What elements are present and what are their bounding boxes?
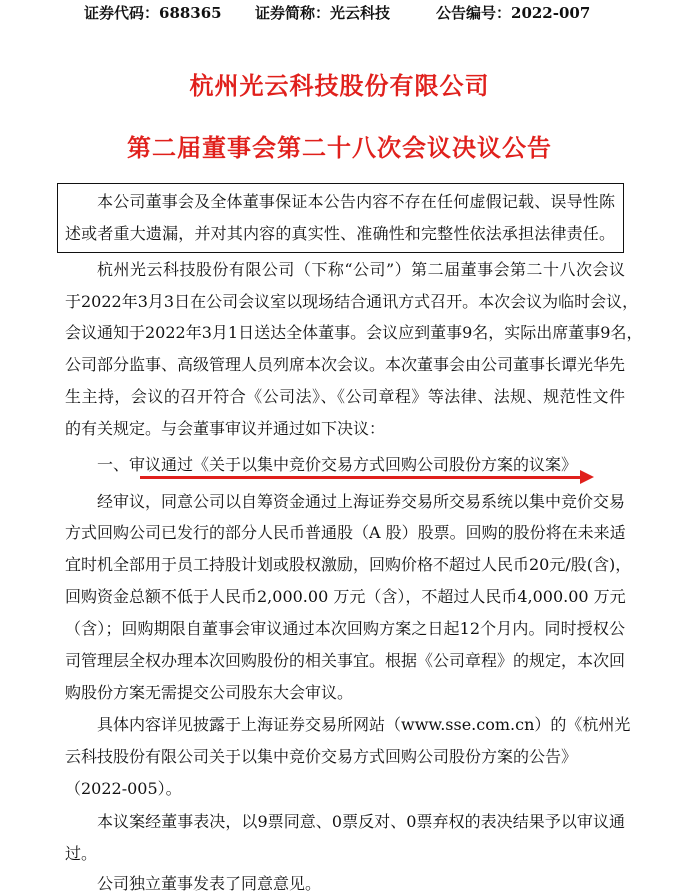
body-line: 于2022年3月3日在公司会议室以现场结合通讯方式召开。本次会议为临时会议， bbox=[65, 292, 639, 311]
body-line: 回购资金总额不低于人民币2,000.00 万元（含），不超过人民币4,000.00 万元 bbox=[65, 587, 626, 606]
body-line: （2022-005）。 bbox=[65, 779, 182, 798]
body-line: 本议案经董事表决，以9票同意、0票反对、0票弃权的表决结果予以审议通 bbox=[97, 812, 625, 831]
stock-code: 证券代码：688365 bbox=[84, 4, 222, 22]
body-line: 宜时机全部用于员工持股计划或股权激励，回购价格不超过人民币20元/股(含)， bbox=[65, 555, 632, 574]
announcement-number: 公告编号：2022-007 bbox=[436, 4, 591, 22]
body-line: 公司独立董事发表了同意意见。 bbox=[97, 874, 322, 893]
company-title: 杭州光云科技股份有限公司 bbox=[189, 71, 490, 100]
announcement-title: 第二届董事会第二十八次会议决议公告 bbox=[127, 133, 552, 162]
body-line: 司管理层全权办理本次回购股份的相关事宜。根据《公司章程》的规定，本次回 bbox=[65, 651, 626, 670]
body-line: 的有关规定。与会董事审议并通过如下决议： bbox=[65, 419, 386, 438]
body-line: 购股份方案无需提交公司股东大会审议。 bbox=[65, 683, 354, 702]
red-arrow-annotation bbox=[140, 476, 580, 479]
body-line: 杭州光云科技股份有限公司（下称“公司”）第二届董事会第二十八次会议 bbox=[97, 260, 625, 279]
body-line: （含）；回购期限自董事会审议通过本次回购方案之日起12个月内。同时授权公 bbox=[65, 619, 625, 638]
disclaimer-line: 述或者重大遗漏，并对其内容的真实性、准确性和完整性依法承担法律责任。 bbox=[65, 224, 615, 243]
body-line: 生主持，会议的召开符合《公司法》、《公司章程》等法律、法规、规范性文件 bbox=[65, 387, 625, 406]
stock-short-name: 证券简称：光云科技 bbox=[255, 4, 391, 22]
body-line: 过。 bbox=[65, 844, 98, 863]
body-line: 方式回购公司已发行的部分人民币普通股（A 股）股票。回购的股份将在未来适 bbox=[65, 523, 626, 542]
body-line: 云科技股份有限公司关于以集中竞价交易方式回购公司股份方案的公告》 bbox=[65, 747, 578, 766]
disclaimer-line: 本公司董事会及全体董事保证本公告内容不存在任何虚假记载、误导性陈 bbox=[97, 192, 615, 211]
body-line: 具体内容详见披露于上海证券交易所网站（www.sse.com.cn）的《杭州光 bbox=[97, 715, 631, 734]
body-line: 公司部分监事、高级管理人员列席本次会议。本次董事会由公司董事长谭光华先 bbox=[65, 355, 626, 374]
resolution-heading: 一、审议通过《关于以集中竞价交易方式回购公司股份方案的议案》 bbox=[97, 455, 578, 474]
body-line: 经审议，同意公司以自筹资金通过上海证券交易所交易系统以集中竞价交易 bbox=[97, 492, 626, 511]
body-line: 会议通知于2022年3月1日送达全体董事。会议应到董事9名，实际出席董事9名， bbox=[65, 323, 643, 342]
